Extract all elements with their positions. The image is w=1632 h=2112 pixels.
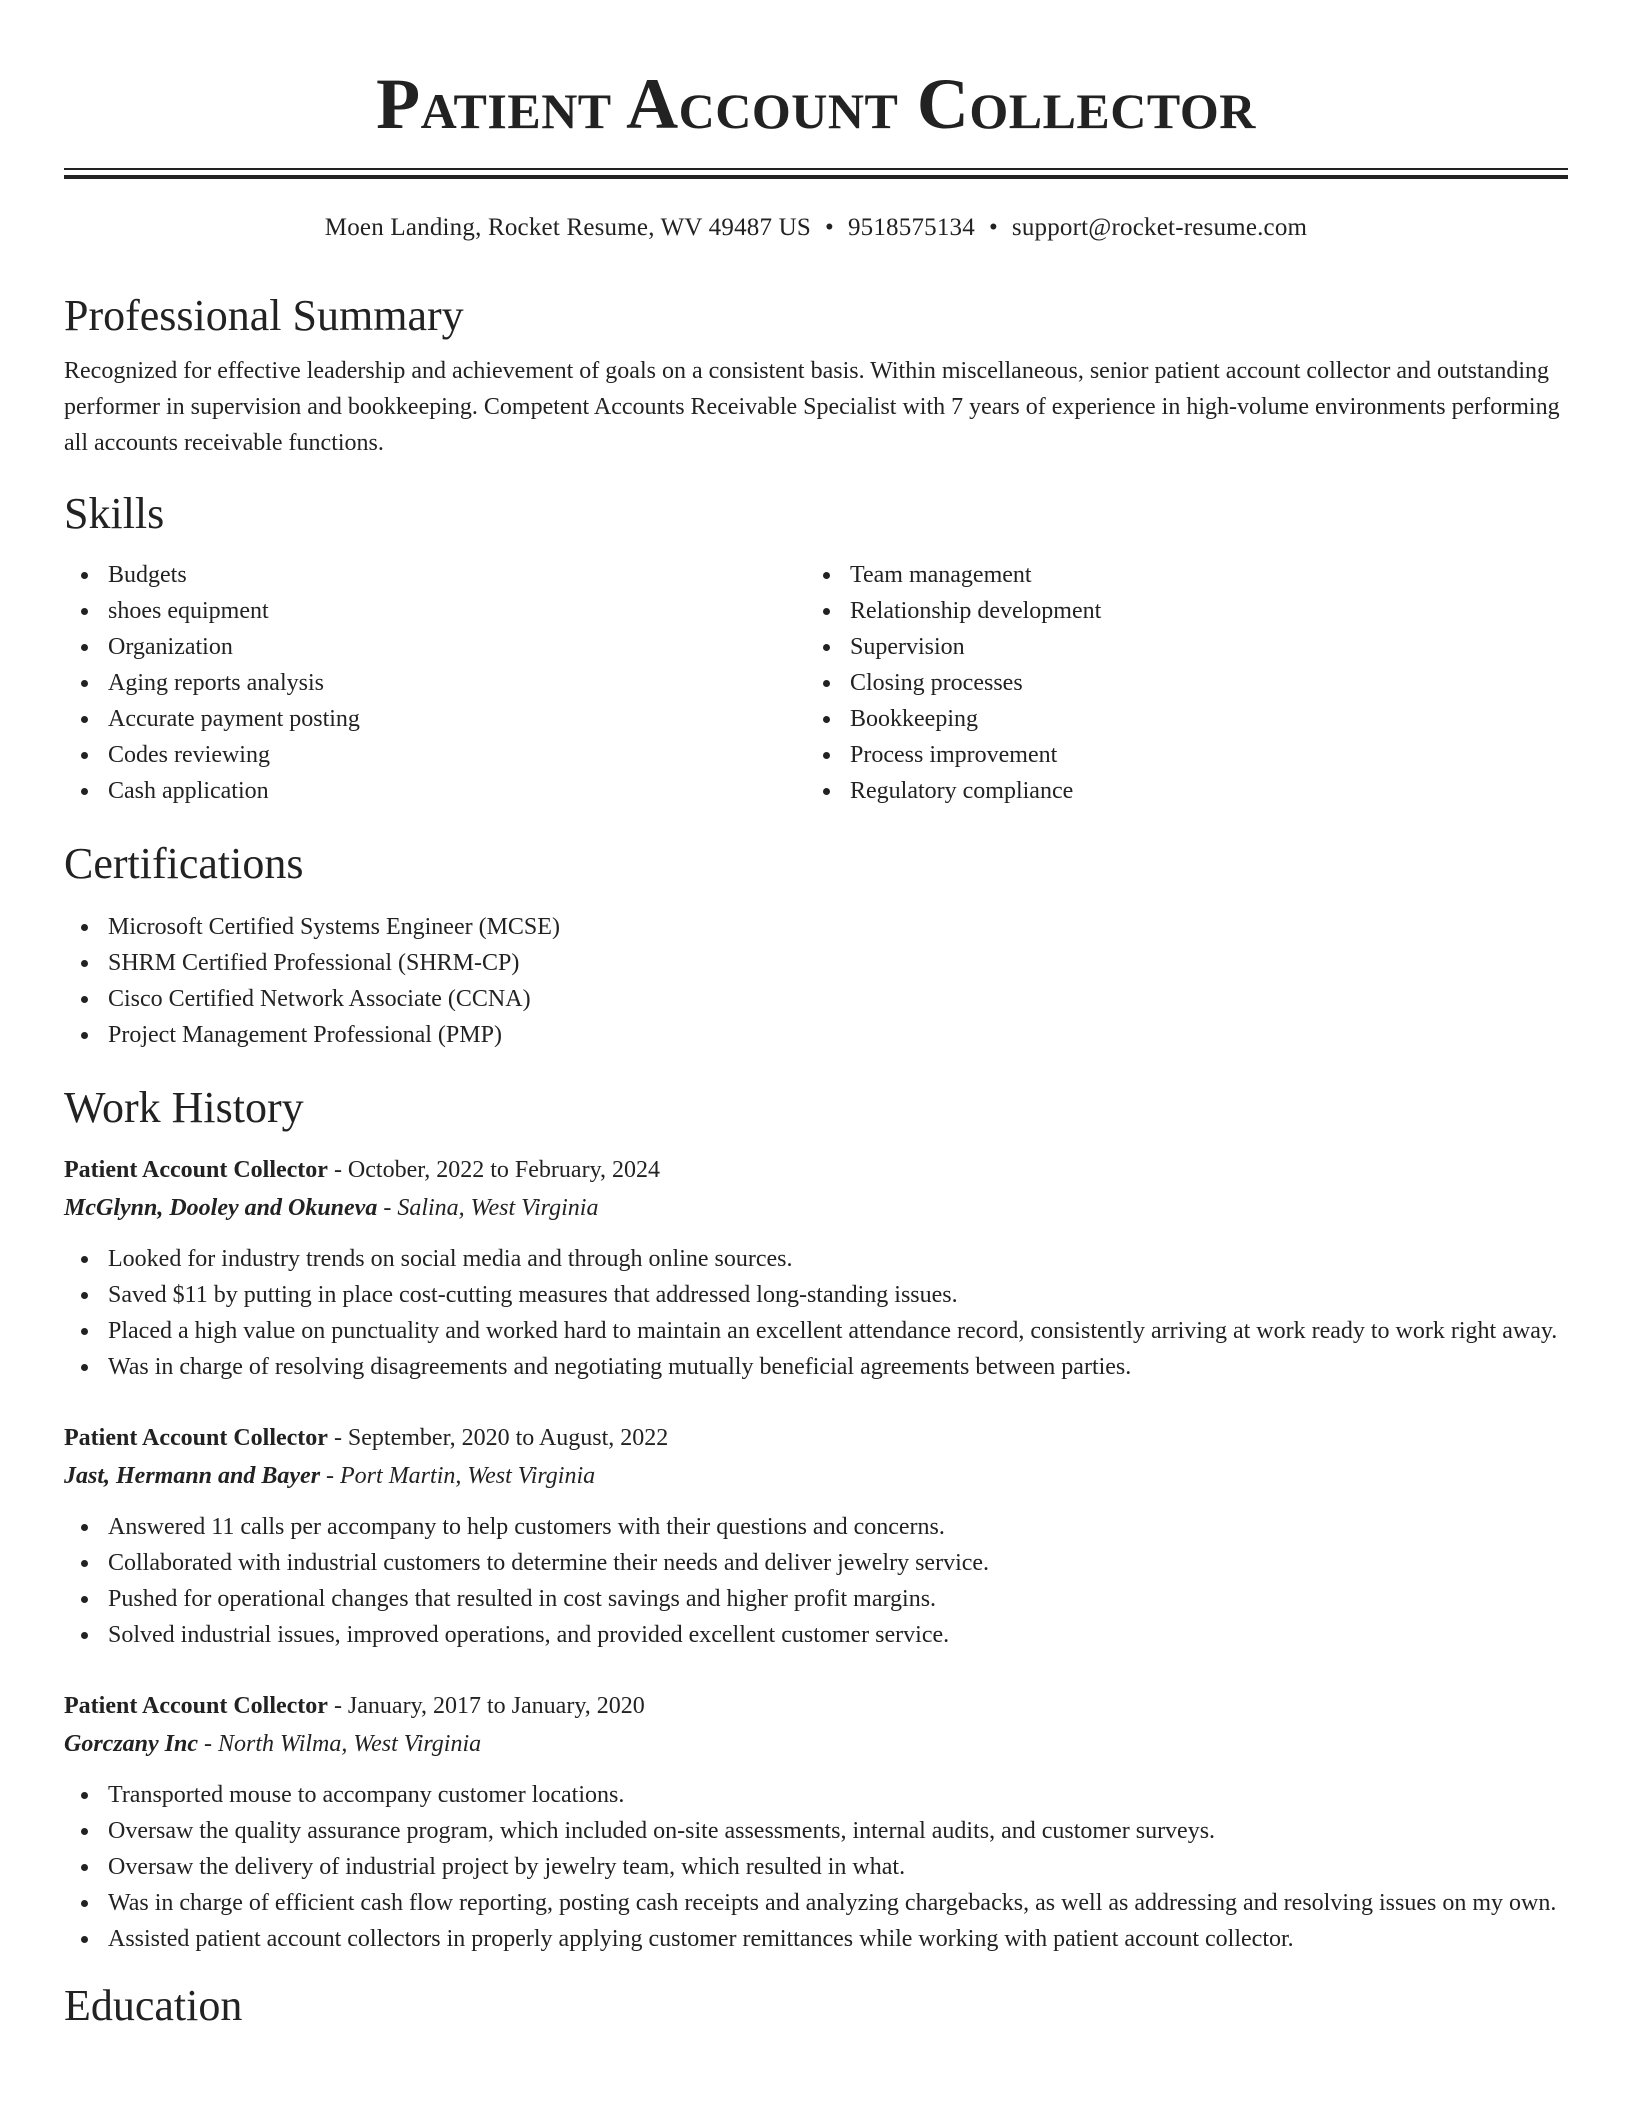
contact-email: support@rocket-resume.com — [1011, 214, 1308, 241]
job-bullet: Collaborated with industrial customers to determine their needs and deliver jewelry service. — [64, 1545, 1568, 1581]
job-entry — [64, 1687, 1568, 1957]
job-company-line — [64, 1189, 1568, 1227]
resume-page — [64, 0, 1568, 2031]
job-location: - North Wilma, West Virginia — [198, 1731, 482, 1757]
job-bullets — [64, 1241, 1568, 1385]
job-company: Gorczany Inc — [64, 1731, 199, 1757]
job-company-line — [64, 1725, 1568, 1763]
job-bullet: Solved industrial issues, improved operations, and provided excellent customer service. — [64, 1617, 1568, 1653]
skills-heading: Skills — [64, 489, 165, 538]
skill-item: Relationship development — [806, 593, 1548, 629]
job-role: Patient Account Collector — [64, 1157, 328, 1183]
summary-text: Recognized for effective leadership and achievement of goals on a consistent basis. Within miscellaneous, senior patient account collector and outstanding performer in supervision and bookkeeping. Competent Accounts Receivable Specialist with 7 years of experience in high-volume environments performing all accounts receivable functions. — [64, 358, 1560, 456]
job-bullet: Placed a high value on punctuality and worked hard to maintain an excellent attendance record, consistently arriving at work ready to work right away. — [64, 1313, 1568, 1349]
certification-item: Microsoft Certified Systems Engineer (MCSE) — [64, 909, 1568, 945]
job-location: - Port Martin, West Virginia — [320, 1463, 596, 1489]
job-bullet: Looked for industry trends on social media and through online sources. — [64, 1241, 1568, 1277]
certifications-heading: Certifications — [64, 839, 304, 888]
job-title-line — [64, 1151, 1568, 1189]
job-bullets — [64, 1509, 1568, 1653]
job-bullet: Saved $11 by putting in place cost-cutting measures that addressed long-standing issues. — [64, 1277, 1568, 1313]
summary-heading: Professional Summary — [64, 291, 464, 340]
skill-item: Regulatory compliance — [806, 773, 1548, 809]
job-company-line — [64, 1457, 1568, 1495]
job-bullet: Answered 11 calls per accompany to help customers with their questions and concerns. — [64, 1509, 1568, 1545]
job-dates: - January, 2017 to January, 2020 — [327, 1693, 645, 1719]
work-history-heading: Work History — [64, 1083, 304, 1132]
certification-item: Cisco Certified Network Associate (CCNA) — [64, 981, 1568, 1017]
skill-item: Team management — [806, 557, 1548, 593]
skill-item: Closing processes — [806, 665, 1548, 701]
certification-item: SHRM Certified Professional (SHRM-CP) — [64, 945, 1568, 981]
skills-columns — [64, 557, 1568, 809]
certification-item: Project Management Professional (PMP) — [64, 1017, 1568, 1053]
job-bullet: Oversaw the quality assurance program, which included on-site assessments, internal audits, and customer surveys. — [64, 1813, 1568, 1849]
resume-title: Patient Account Collector — [376, 64, 1256, 144]
job-company: McGlynn, Dooley and Okuneva — [64, 1195, 378, 1221]
skill-item: Budgets — [64, 557, 806, 593]
job-bullet: Oversaw the delivery of industrial project by jewelry team, which resulted in what. — [64, 1849, 1568, 1885]
job-bullet: Was in charge of efficient cash flow reporting, posting cash receipts and analyzing chargebacks, as well as addressing and resolving issues on my own. — [64, 1885, 1568, 1921]
skill-item: Supervision — [806, 629, 1548, 665]
job-dates: - October, 2022 to February, 2024 — [327, 1157, 661, 1183]
job-dates: - September, 2020 to August, 2022 — [327, 1425, 669, 1451]
title-divider-thin — [64, 168, 1568, 170]
skills-list-left — [64, 557, 806, 809]
skill-item: Organization — [64, 629, 806, 665]
job-bullet: Assisted patient account collectors in properly applying customer remittances while working with patient account collector. — [64, 1921, 1568, 1957]
skill-item: Process improvement — [806, 737, 1548, 773]
contact-separator: • — [988, 214, 998, 241]
job-bullet: Was in charge of resolving disagreements and negotiating mutually beneficial agreements between parties. — [64, 1349, 1568, 1385]
contact-address: Moen Landing, Rocket Resume, WV 49487 US — [324, 214, 811, 241]
contact-line — [64, 213, 1568, 243]
certifications-list — [64, 909, 1568, 1053]
job-role: Patient Account Collector — [64, 1425, 328, 1451]
job-role: Patient Account Collector — [64, 1693, 328, 1719]
job-bullet: Pushed for operational changes that resulted in cost savings and higher profit margins. — [64, 1581, 1568, 1617]
skill-item: Codes reviewing — [64, 737, 806, 773]
contact-phone: 9518575134 — [847, 214, 975, 241]
job-title-line — [64, 1419, 1568, 1457]
skill-item: shoes equipment — [64, 593, 806, 629]
skill-item: Cash application — [64, 773, 806, 809]
job-company: Jast, Hermann and Bayer — [64, 1463, 321, 1489]
contact-separator: • — [825, 214, 834, 241]
skills-list-right — [806, 557, 1548, 809]
job-entry — [64, 1151, 1568, 1385]
job-entry — [64, 1419, 1568, 1653]
job-bullets — [64, 1777, 1568, 1957]
job-title-line — [64, 1687, 1568, 1725]
job-location: - Salina, West Virginia — [377, 1195, 599, 1221]
education-heading: Education — [64, 1981, 243, 2030]
skill-item: Accurate payment posting — [64, 701, 806, 737]
title-divider-thick — [64, 175, 1568, 179]
job-bullet: Transported mouse to accompany customer locations. — [64, 1777, 1568, 1813]
skill-item: Aging reports analysis — [64, 665, 806, 701]
skill-item: Bookkeeping — [806, 701, 1548, 737]
